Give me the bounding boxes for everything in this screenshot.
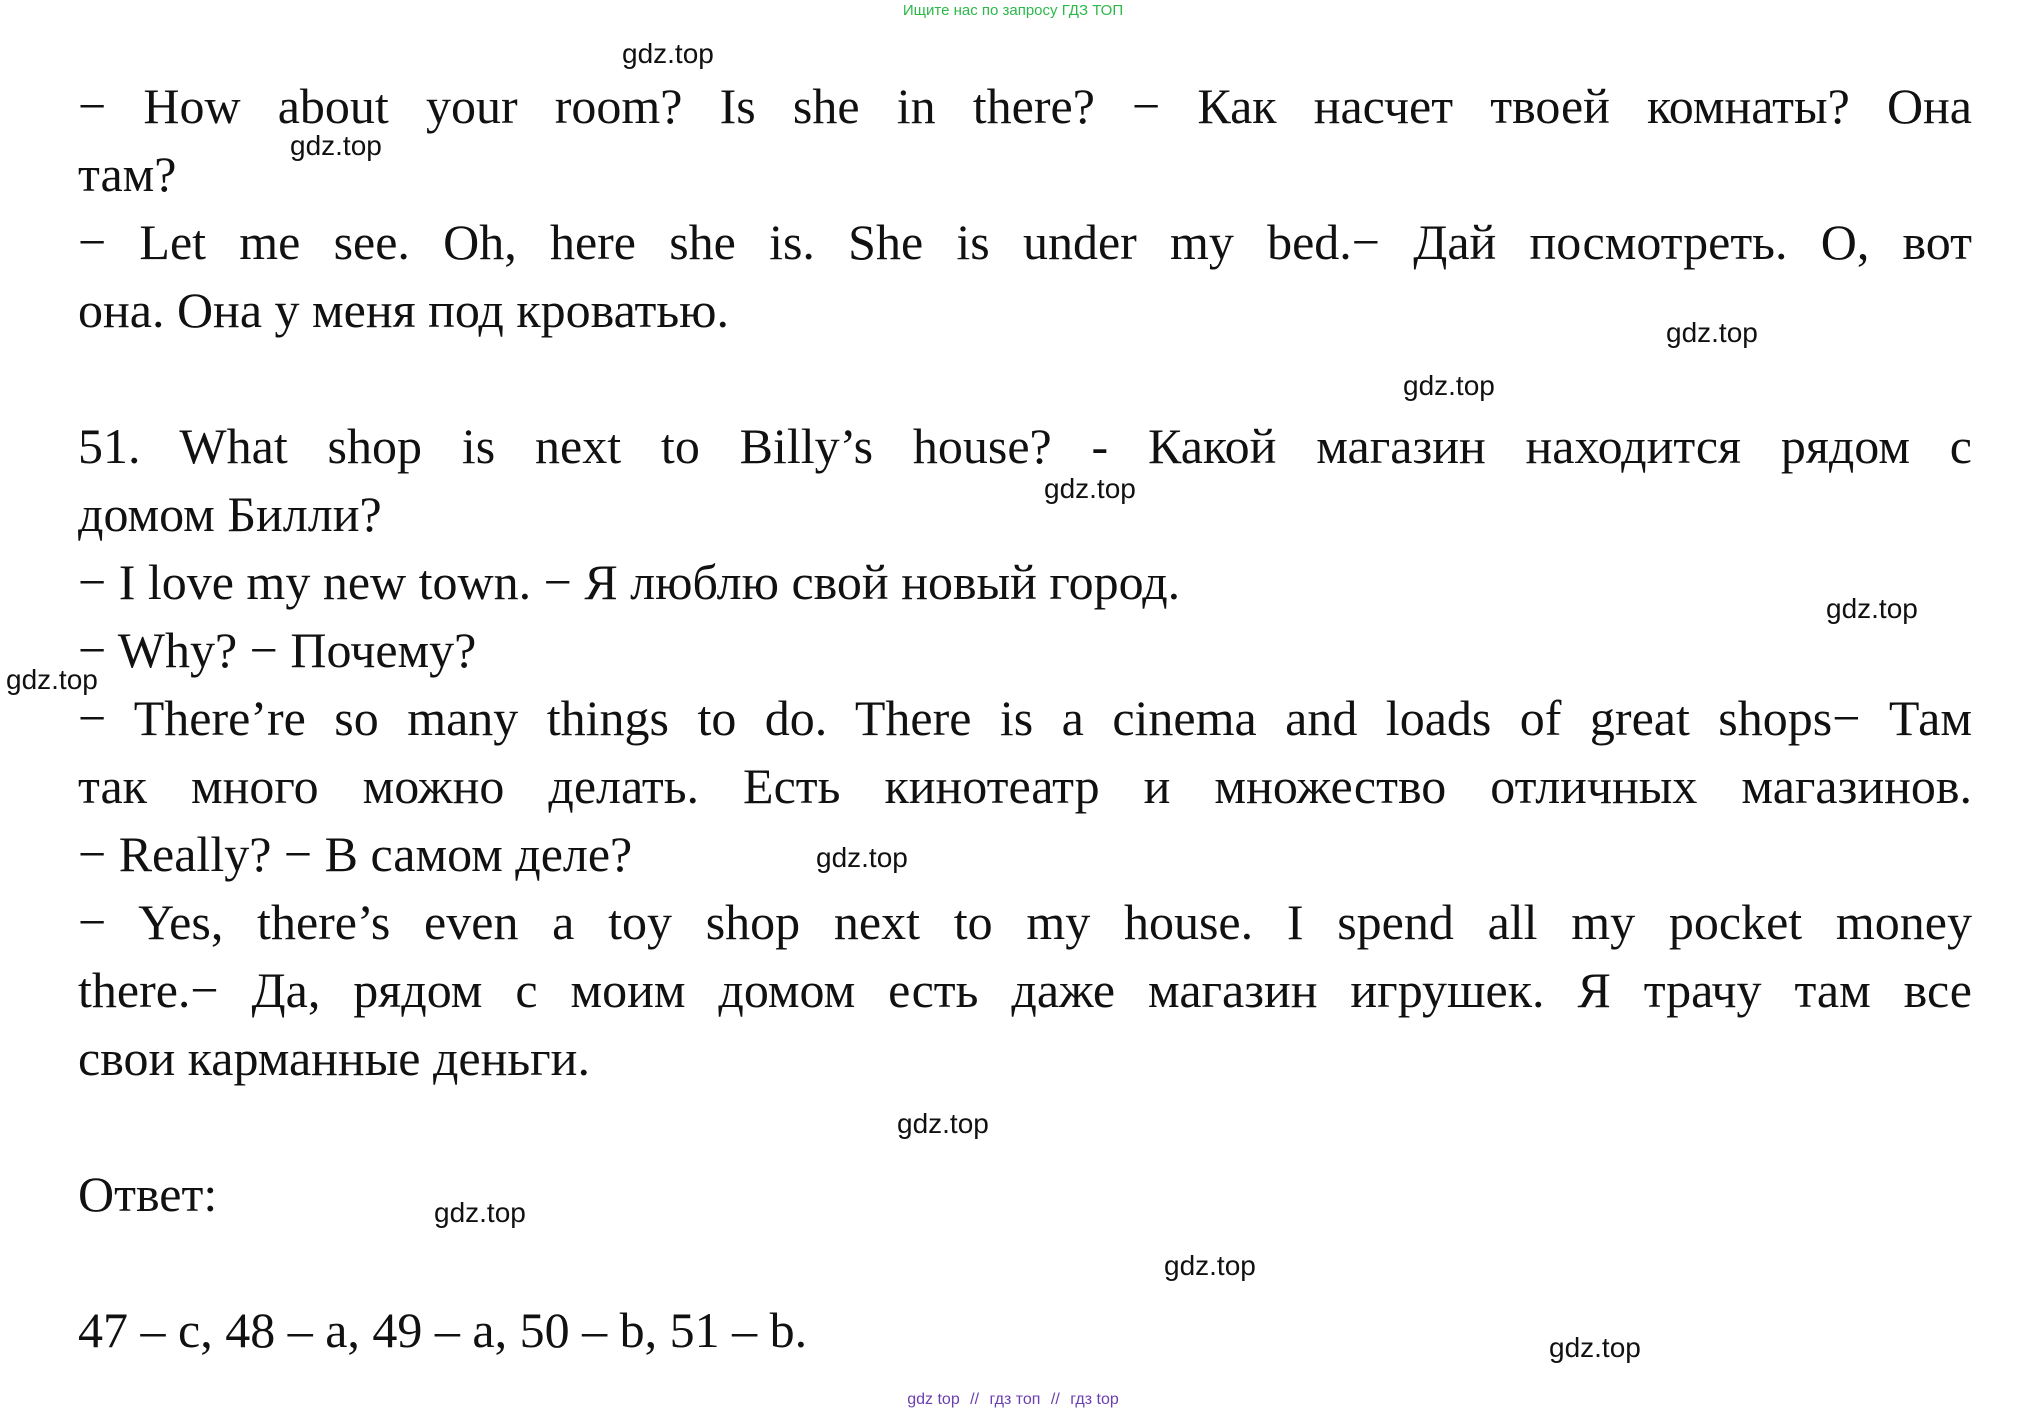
text-line: она. Она у меня под кроватью.: [78, 282, 730, 338]
text-line: там?: [78, 146, 177, 202]
text-line: домом Билли?: [78, 486, 382, 542]
text-line: there.− Да, рядом с моим домом есть даже магазин игрушек. Я трачу там все: [78, 962, 1972, 1018]
bottom-banner-separator: //: [970, 1391, 980, 1408]
text-line: − There’re so many things to do. There is a cinema and loads of great shops− Там: [78, 690, 1972, 746]
text-line: − Yes, there’s even a toy shop next to my house. I spend all my pocket money: [78, 894, 1972, 950]
watermark: gdz.top: [1666, 317, 1758, 348]
bottom-banner-part: gdz top: [907, 1391, 960, 1408]
text-line: так много можно делать. Есть кинотеатр и множество отличных магазинов.: [78, 758, 1972, 814]
watermark: gdz.top: [1826, 593, 1918, 624]
watermark: gdz.top: [816, 842, 908, 873]
bottom-banner-part: гдз top: [1070, 1391, 1119, 1408]
question-heading: 51. What shop is next to Billy’s house? - Какой магазин находится рядом с: [78, 418, 1972, 474]
text-line: − Why? − Почему?: [78, 622, 477, 678]
watermark: gdz.top: [290, 130, 382, 161]
watermark: gdz.top: [1549, 1332, 1641, 1363]
bottom-banner: [0, 1391, 2026, 1409]
watermark: gdz.top: [434, 1197, 526, 1228]
text-line: свои карманные деньги.: [78, 1030, 590, 1086]
text-line: − I love my new town. − Я люблю свой новый город.: [78, 554, 1181, 610]
bottom-banner-separator: //: [1050, 1391, 1060, 1408]
text-line: − Let me see. Oh, here she is. She is under my bed.− Дай посмотреть. О, вот: [78, 214, 1972, 270]
answer-key: 47 – c, 48 – a, 49 – a, 50 – b, 51 – b.: [78, 1302, 808, 1358]
watermark: gdz.top: [897, 1108, 989, 1139]
top-search-banner: Ищите нас по запросу ГДЗ ТОП: [902, 2, 1124, 19]
watermark: gdz.top: [1403, 370, 1495, 401]
text-line: − How about your room? Is she in there? − Как насчет твоей комнаты? Она: [78, 78, 1972, 134]
watermark: gdz.top: [1164, 1250, 1256, 1281]
bottom-banner-part: гдз топ: [989, 1391, 1041, 1408]
watermark: gdz.top: [622, 38, 714, 69]
watermark: gdz.top: [6, 664, 98, 695]
answer-label: Ответ:: [78, 1166, 218, 1222]
watermark: gdz.top: [1044, 473, 1136, 504]
text-line: − Really? − В самом деле?: [78, 826, 633, 882]
